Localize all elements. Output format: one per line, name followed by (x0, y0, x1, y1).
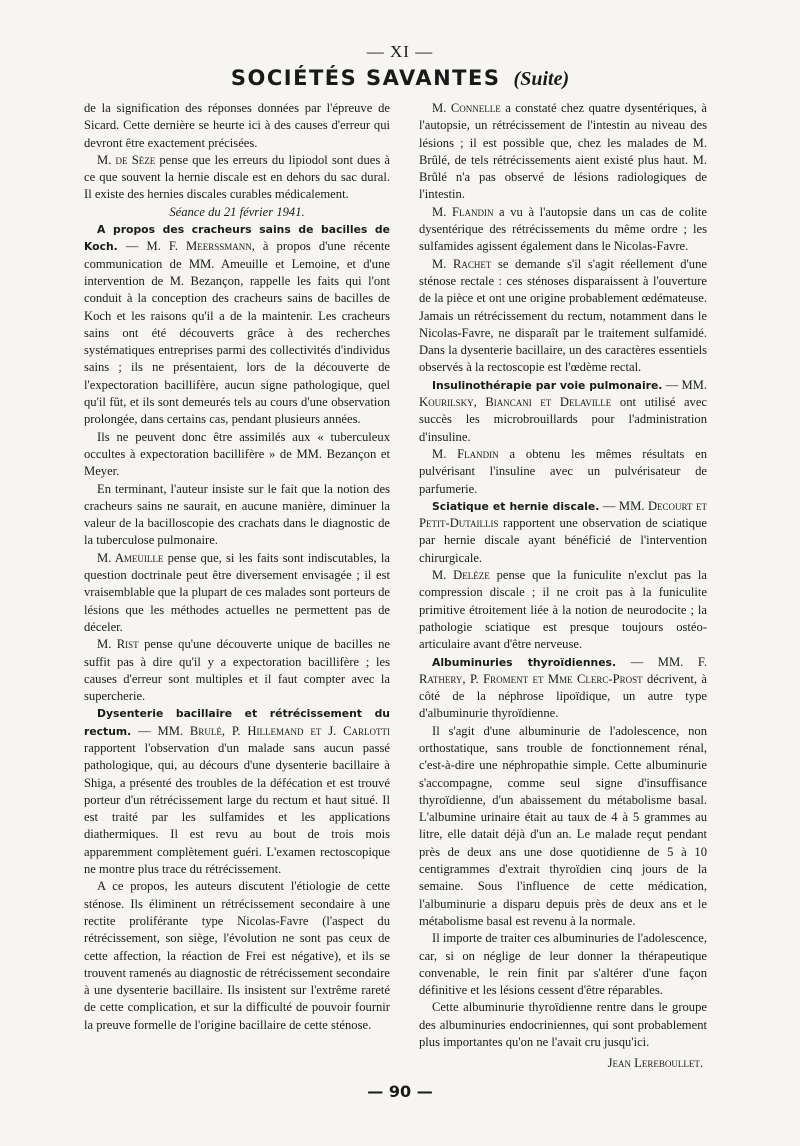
author-name: — MM. Brulé, P. Hillemand et J. Carlotti (131, 723, 390, 738)
subject-heading: Insulinothérapie par voie pulmonaire. (432, 378, 663, 392)
author-name: — MM. Kourilsky, Biancani et Delaville (419, 377, 708, 410)
paragraph (419, 654, 707, 723)
author-name: M. de Sèze (97, 152, 156, 167)
paragraph (419, 204, 707, 256)
paragraph (84, 152, 390, 204)
paragraph (419, 256, 707, 377)
paragraph-text: pense que les erreurs du lipiodol sont dues à ce que souvent la hernie discale est en dehors du sac dural. Il existe des hernies discales curables médicalement. (84, 152, 390, 202)
paragraph-text: ont utilisé avec succès les microbrouillards pour l'administration d'insuline. (419, 395, 708, 444)
author-name: M. Rachet (432, 256, 492, 271)
subject-heading: Sciatique et hernie discale. (432, 499, 600, 513)
paragraph: Il importe de traiter ces albuminuries de l'adolescence, car, si on néglige de leur donner la thérapeutique convenable, le rein finit par s'altérer d'une façon définitive et les lésions cessent d'être réparables. (419, 931, 707, 998)
paragraph: Ils ne peuvent donc être assimilés aux « tuberculeux occultes à expectoration bacillifère » de MM. Bezançon et Meyer. (84, 429, 390, 479)
subject-heading: Dysenterie bacillaire et rétrécissement du rectum. (84, 707, 390, 738)
subject-heading: A propos des cracheurs sains de bacilles de Koch. (84, 223, 390, 254)
author-name: M. Flandin (432, 204, 494, 219)
roman-page-number: — XI — (366, 42, 434, 61)
author-name: — M. F. Meerssmann (117, 239, 252, 254)
paragraph-text: a obtenu les mêmes résultats en pulvérisant l'insuline avec un pulvérisateur de parfumerie. (419, 446, 707, 496)
author-name: M. Ameuille (97, 550, 164, 565)
paragraph: Il s'agit d'une albuminurie de l'adolescence, non orthostatique, sans trouble de fonctionnement rénal, c'est-à-dire une néphropathie simple. Cette albuminurie s'accompagne, comme seul signe d'insuffisance thyroïdienne, d'un abaissement du métabolisme basal. L'albumine urinaire était au taux de 4 à 5 grammes au litre, elle datait déjà d'un an. Le malade reçut pendant près de deux ans une dose quotidienne de 5 à 10 centigrammes d'extrait thyroïdien cinq jours de la semaine. Sous l'influence de cette médication, l'albuminurie a disparu depuis près de deux ans et le métabolisme basal est revenu à la normale. (419, 723, 707, 928)
paragraph (84, 705, 390, 878)
section-subtitle: (Suite) (513, 68, 570, 90)
paragraph (84, 636, 390, 705)
author-signature: Jean Lereboullet. (607, 1056, 703, 1071)
paragraph (84, 221, 390, 429)
author-name: M. Rist (97, 637, 139, 652)
paragraph-text: , à propos d'une récente communication de MM. Ameuille et Lemoine, et d'une intervention de M. Bezançon, rappelle les faits qui l'ont conduit à la conception des cracheurs sains de bacilles de Koch et les raisons qu'il a de la maintenir. Les cracheurs sains ont été découverts grâce à des recherches systématiques entreprises parmi des collectivités d'individus sains ; ils ne présentaient, lors de la découverte de l'expectoration bacillifère, aucun signe pathologique, quel qu'il fût, et ils sont demeurés tels au cours d'une observation prolongée, dans certains cas, pendant plusieurs années. (84, 239, 390, 427)
paragraph-text: a vu à l'autopsie dans un cas de colite dysentérique des rétrécissements du même ordre ; les sulfamides agissent également dans le Nicolas-Favre. (419, 204, 707, 254)
paragraph-text: pense qu'une découverte unique de bacilles ne suffit pas à dire qu'il y a expectoration bacillifère ; les causes d'erreur sont multiples et il faut compter avec la supercherie. (84, 637, 390, 704)
author-name: M. Connelle (432, 101, 501, 115)
paragraph: de la signification des réponses données par l'épreuve de Sicard. Cette dernière se heurte ici à des causes d'erreur qui devront être exactement précisées. (84, 101, 390, 150)
paragraph (419, 377, 707, 446)
paragraph: Cette albuminurie thyroïdienne rentre dans le groupe des albuminuries endocriniennes, qui sont probablement plus importantes qu'on ne l'avait cru jusqu'ici. (419, 1000, 707, 1050)
paragraph (419, 446, 707, 498)
section-title: SOCIÉTÉS SAVANTES (230, 66, 501, 90)
paragraph-text: pense que la funiculite n'exclut pas la compression discale ; il ne croit pas à la funiculite primitive étroitement liée à la notion de neurodocite ; la pathologie sciatique est presque toujours ostéo-articulaire avant d'être nerveuse. (419, 568, 707, 652)
left-column (84, 100, 390, 1034)
author-name: M. Flandin (432, 446, 499, 461)
author-name: — MM. F. Rathery, P. Froment et Mme Clerc-Prost (419, 654, 707, 686)
paragraph-text: a constaté chez quatre dysentériques, à l'autopsie, un rétrécissement de l'intestin au niveau des lésions ; il est possible que, chez les malades de M. Brûlé, de tels rétrécissements aient existé plus haut. M. Brûlé n'a pas observé de lésions radiologiques de l'intestin. (419, 101, 707, 202)
paragraph-text: se demande s'il s'agit réellement d'une sténose rectale : ces sténoses disparaissent à l'ouverture de la pièce et ont une origine probablement œdémateuse. Jamais un rétrécissement du rectum, notamment dans le Nicolas-Favre, ne disparaît par le traitement sulfamidé. Dans la dysenterie bacillaire, un des caractères essentiels observés à la rectoscopie est l'œdème rectal. (419, 256, 707, 375)
session-date: Séance du 21 février 1941. (169, 204, 305, 219)
paragraph: A ce propos, les auteurs discutent l'étiologie de cette sténose. Ils éliminent un rétrécissement secondaire à une rectite proliférante type Nicolas-Favre (l'aspect du rétrécissement, son siège, l'évolution ne sont pas ceux de cette affection, la réaction de Frei est négative), et ils se trouvent ramenés au diagnostic de rétrécissement secondaire à une dysenterie bacillaire. Ils insistent sur l'extrême rareté de cette complication, et sur la difficulté de pouvoir fournir la preuve formelle de l'origine bacillaire de cette sténose. (84, 879, 390, 1032)
right-column (419, 100, 707, 1073)
paragraph (419, 498, 707, 567)
paragraph (84, 550, 390, 636)
paragraph-text: pense que, si les faits sont indiscutables, la question doctrinale peut être diversement envisagée ; il est vraisemblable que la plupart de ces malades sont porteurs de lésions que les méthodes actuelles ne permettent pas de déceler. (84, 550, 390, 634)
paragraph-text: rapportent une observation de sciatique par hernie discale ayant bénéficié de l'intervention chirurgicale. (419, 516, 707, 565)
page-number: — 90 — (367, 1082, 433, 1101)
paragraph (419, 100, 707, 204)
paragraph-text: rapportent l'observation d'un malade sans aucun passé pathologique, qui, au décours d'une dysenterie bacillaire à Shiga, a présenté des troubles de la défécation et est trouvé porteur d'un rétrécissement large du rectum et haut situé. Il est traité par les sulfamides et les applications diathermiques. Il est revu au bout de trois mois apparemment complètement guéri. L'examen rectoscopique ne montre plus trace du rétrécissement. (84, 740, 390, 877)
paragraph (419, 567, 707, 653)
page-header (0, 66, 800, 91)
author-name: — MM. Decourt et Petit-Dutaillis (419, 498, 708, 531)
paragraph-text: décrivent, à côté de la néphrose lipoïdique, un autre type d'albuminurie thyroïdienne. (419, 671, 707, 721)
paragraph: En terminant, l'auteur insiste sur le fait que la notion des cracheurs sains ne saurait, en aucune manière, diminuer la valeur de la bacilloscopie des crachats dans le diagnostic de la tuberculose pulmonaire. (84, 481, 390, 548)
subject-heading: Albuminuries thyroïdiennes. (432, 655, 617, 669)
author-name: M. Delèze (432, 568, 490, 583)
